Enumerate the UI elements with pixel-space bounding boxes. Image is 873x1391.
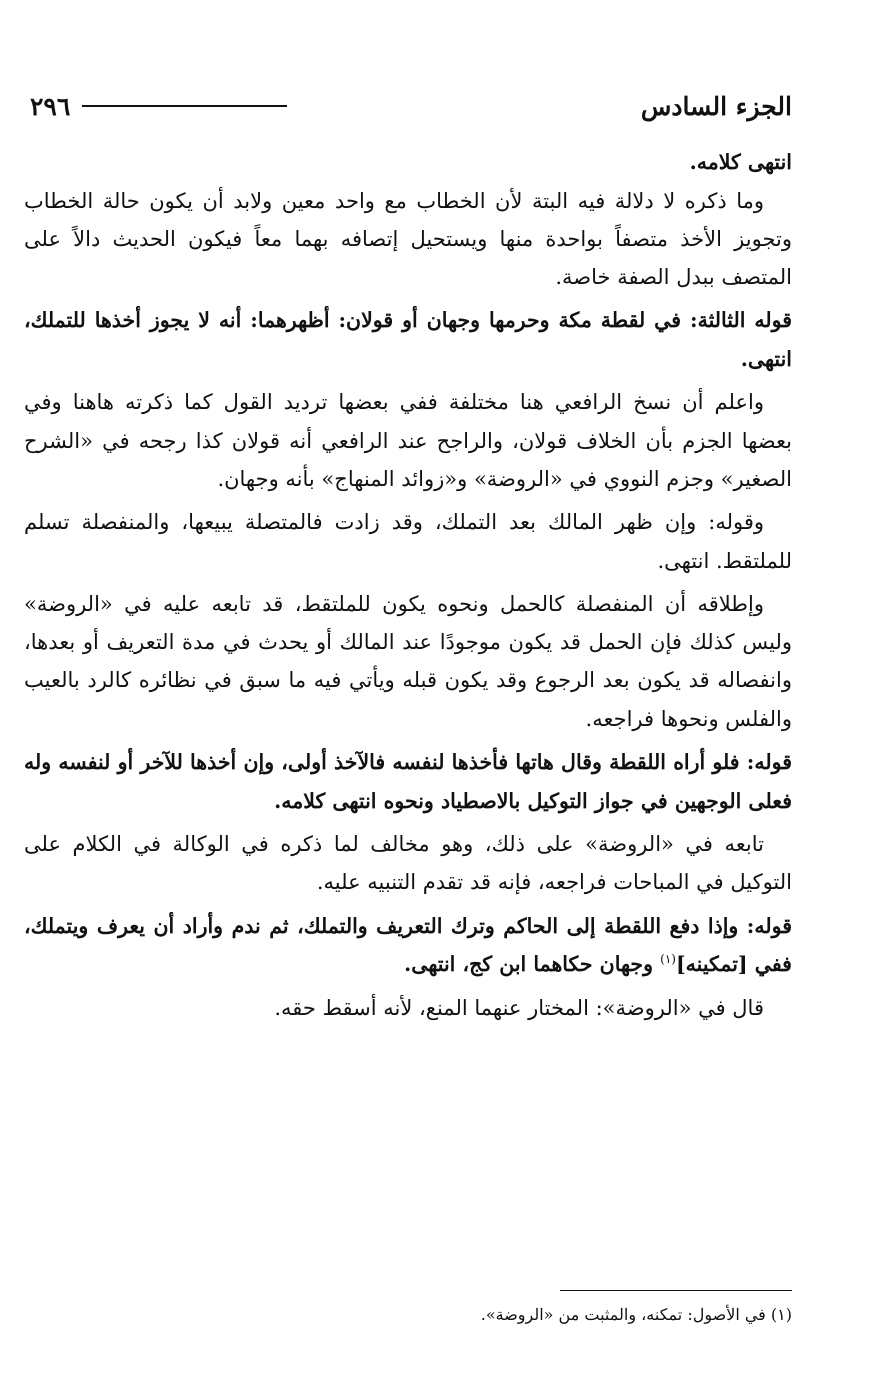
paragraph-quote-judge-part2: وجهان حكاهما ابن كج، انتهى. xyxy=(404,952,661,977)
paragraph-end-quote: انتهى كلامه. xyxy=(689,150,792,174)
page-number: ٢٩٦ xyxy=(30,91,71,121)
paragraph-commentary-4: تابعه في «الروضة» على ذلك، وهو مخالف لما ذكره في الوكالة في الكلام على التوكيل في المباحات فراجعه، فإنه قد تقدم التنبيه عليه. xyxy=(24,832,792,895)
paragraph-quote-makkah: قوله الثالثة: في لقطة مكة وحرمها وجهان أو قولان: أظهرهما: أنه لا يجوز أخذها للتملك، انتهى. xyxy=(24,308,792,371)
paragraph-quote-judge xyxy=(24,907,792,984)
header-rule xyxy=(82,105,287,107)
running-title: الجزء السادس xyxy=(640,91,792,121)
paragraph-commentary-5: قال في «الروضة»: المختار عنهما المنع، لأنه أسقط حقه. xyxy=(274,995,764,1020)
body-text xyxy=(24,143,792,1032)
footnote-rule xyxy=(560,1290,792,1291)
paragraph-commentary-3: وإطلاقه أن المنفصلة كالحمل ونحوه يكون للملتقط، قد تابعه عليه في «الروضة» وليس كذلك فإن الحمل قد يكون موجودًا عند المالك أو يحدث في مدة التعريف أو بعدها، وانفصاله قد يكون بعد الرجوع وقد يكون قبله ويأتي فيه ما سبق في نظائره كالرد بالعيب والفلس ونحوها فراجعه. xyxy=(24,591,792,731)
page-header xyxy=(24,86,792,126)
book-page xyxy=(24,0,792,1391)
paragraph-quote-owner: وقوله: وإن ظهر المالك بعد التملك، وقد زادت فالمتصلة يبيعها، والمنفصلة تسلم للملتقط. انتهى. xyxy=(24,510,792,573)
paragraph-commentary-1: وما ذكره لا دلالة فيه البتة لأن الخطاب مع واحد معين ولابد أن يكون حالة الخطاب وتجويز الأخذ متصفاً بواحدة منها ويستحيل إتصافه بهما معاً فيكون الحديث دالاً على المتصف ببدل الصفة خاصة. xyxy=(24,188,792,290)
paragraph-quote-handover: قوله: فلو أراه اللقطة وقال هاتها فأخذها لنفسه فالآخذ أولى، وإن أخذها للآخر أو لنفسه وله فعلى الوجهين في جواز التوكيل بالاصطياد ونحوه انتهى كلامه. xyxy=(24,750,792,813)
paragraph-quote-judge-part1: قوله: وإذا دفع اللقطة إلى الحاكم وترك التعريف والتملك، ثم ندم وأراد أن يعرف ويتملك، ففي [تمكينه] xyxy=(24,913,792,977)
footnote-reference[interactable]: (١) xyxy=(660,952,676,967)
footnote: (١) في الأصول: تمكنه، والمثبت من «الروضة». xyxy=(480,1305,792,1324)
paragraph-commentary-2: واعلم أن نسخ الرافعي هنا مختلفة ففي بعضها ترديد القول كما ذكرته هاهنا وفي بعضها الجزم بأن الخلاف قولان، والراجح عند الرافعي أنه قولان كذا رجحه في «الشرح الصغير» وجزم النووي في «الروضة» و«زوائد المنهاج» بأنه وجهان. xyxy=(24,390,792,491)
